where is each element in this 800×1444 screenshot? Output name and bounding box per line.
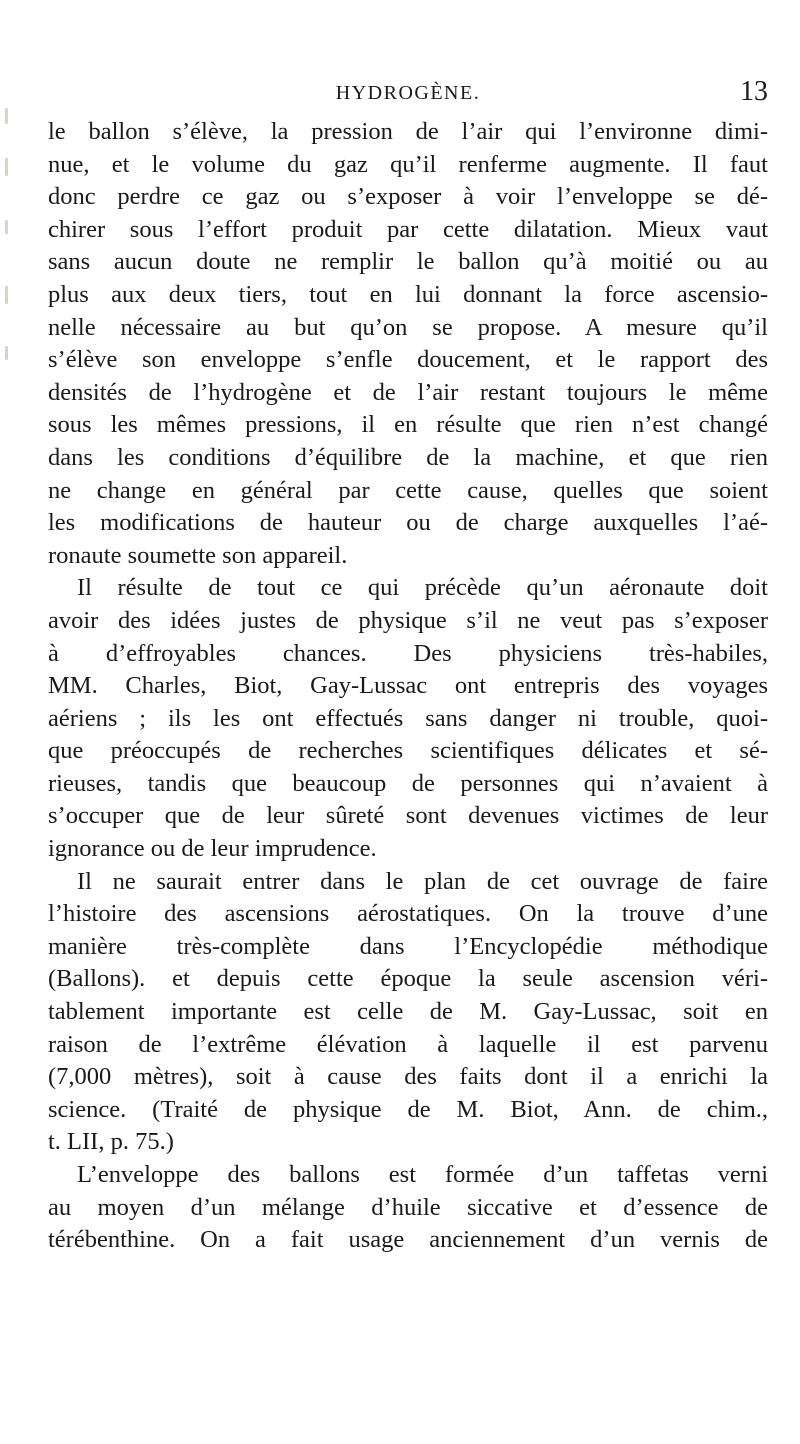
text-line: sous les mêmes pressions, il en résulte que rien n’est changé xyxy=(48,411,768,439)
text-line: chirer sous l’effort produit par cette dilatation. Mieux vaut xyxy=(48,215,768,243)
text-line: ronaute soumette son appareil. xyxy=(48,541,348,569)
text-line: densités de l’hydrogène et de l’air restant toujours le même xyxy=(48,378,768,406)
text-line: à d’effroyables chances. Des physiciens très-habiles, xyxy=(48,639,768,667)
paragraph-first-line: L’enveloppe des ballons est formée d’un taffetas verni xyxy=(77,1161,768,1188)
text-line: plus aux deux tiers, tout en lui donnant la force ascensio- xyxy=(48,280,768,308)
text-line: les modifications de hauteur ou de charge auxquelles l’aé- xyxy=(48,509,768,537)
text-line: t. LII, p. 75.) xyxy=(48,1128,174,1156)
text-line: le ballon s’élève, la pression de l’air qui l’environne dimi- xyxy=(48,118,768,145)
text-line: ignorance ou de leur imprudence. xyxy=(48,835,377,863)
text-line: nelle nécessaire au but qu’on se propose. A mesure qu’il xyxy=(48,313,768,341)
edge-mark xyxy=(5,220,8,234)
edge-mark xyxy=(5,346,8,360)
text-line: nue, et le volume du gaz qu’il renferme augmente. Il faut xyxy=(48,150,768,178)
text-line: tablement importante est celle de M. Gay-Lussac, soit en xyxy=(48,998,768,1026)
body-text xyxy=(48,116,768,1257)
text-line: (7,000 mètres), soit à cause des faits dont il a enrichi la xyxy=(48,1063,768,1091)
text-line: MM. Charles, Biot, Gay-Lussac ont entrepris des voyages xyxy=(48,672,768,700)
edge-mark xyxy=(5,286,8,304)
text-line: l’histoire des ascensions aérostatiques. On la trouve d’une xyxy=(48,900,768,928)
edge-mark xyxy=(5,158,8,176)
text-line: aériens ; ils les ont effectués sans danger ni trouble, quoi- xyxy=(48,704,768,732)
edge-mark xyxy=(5,108,8,124)
text-line: raison de l’extrême élévation à laquelle il est parvenu xyxy=(48,1030,768,1058)
text-line: dans les conditions d’équilibre de la machine, et que rien xyxy=(48,443,768,471)
text-line: rieuses, tandis que beaucoup de personnes qui n’avaient à xyxy=(48,769,768,797)
text-line: manière très-complète dans l’Encyclopédie méthodique xyxy=(48,932,768,960)
text-line: térébenthine. On a fait usage anciennement d’un vernis de xyxy=(48,1226,768,1254)
text-line: donc perdre ce gaz ou s’exposer à voir l’enveloppe se dé- xyxy=(48,183,768,211)
page-edge-marks xyxy=(0,100,14,400)
text-line: s’élève son enveloppe s’enfle doucement, et le rapport des xyxy=(48,346,768,374)
text-line: ne change en général par cette cause, quelles que soient xyxy=(48,476,768,504)
text-line: science. (Traité de physique de M. Biot, Ann. de chim., xyxy=(48,1095,768,1123)
text-line: au moyen d’un mélange d’huile siccative et d’essence de xyxy=(48,1193,768,1221)
text-line: s’occuper que de leur sûreté sont devenues victimes de leur xyxy=(48,802,768,830)
paragraph-first-line: Il ne saurait entrer dans le plan de cet ouvrage de faire xyxy=(77,867,768,895)
text-line: (Ballons). et depuis cette époque la seule ascension véri- xyxy=(48,965,768,993)
running-head xyxy=(48,76,768,110)
page-number: 13 xyxy=(740,76,768,107)
paragraph-first-line: Il résulte de tout ce qui précède qu’un aéronaute doit xyxy=(77,574,768,602)
running-title: HYDROGÈNE. xyxy=(335,82,481,104)
text-line: que préoccupés de recherches scientifiques délicates et sé- xyxy=(48,737,768,765)
text-line: avoir des idées justes de physique s’il ne veut pas s’exposer xyxy=(48,606,768,634)
text-line: sans aucun doute ne remplir le ballon qu’à moitié ou au xyxy=(48,248,768,276)
